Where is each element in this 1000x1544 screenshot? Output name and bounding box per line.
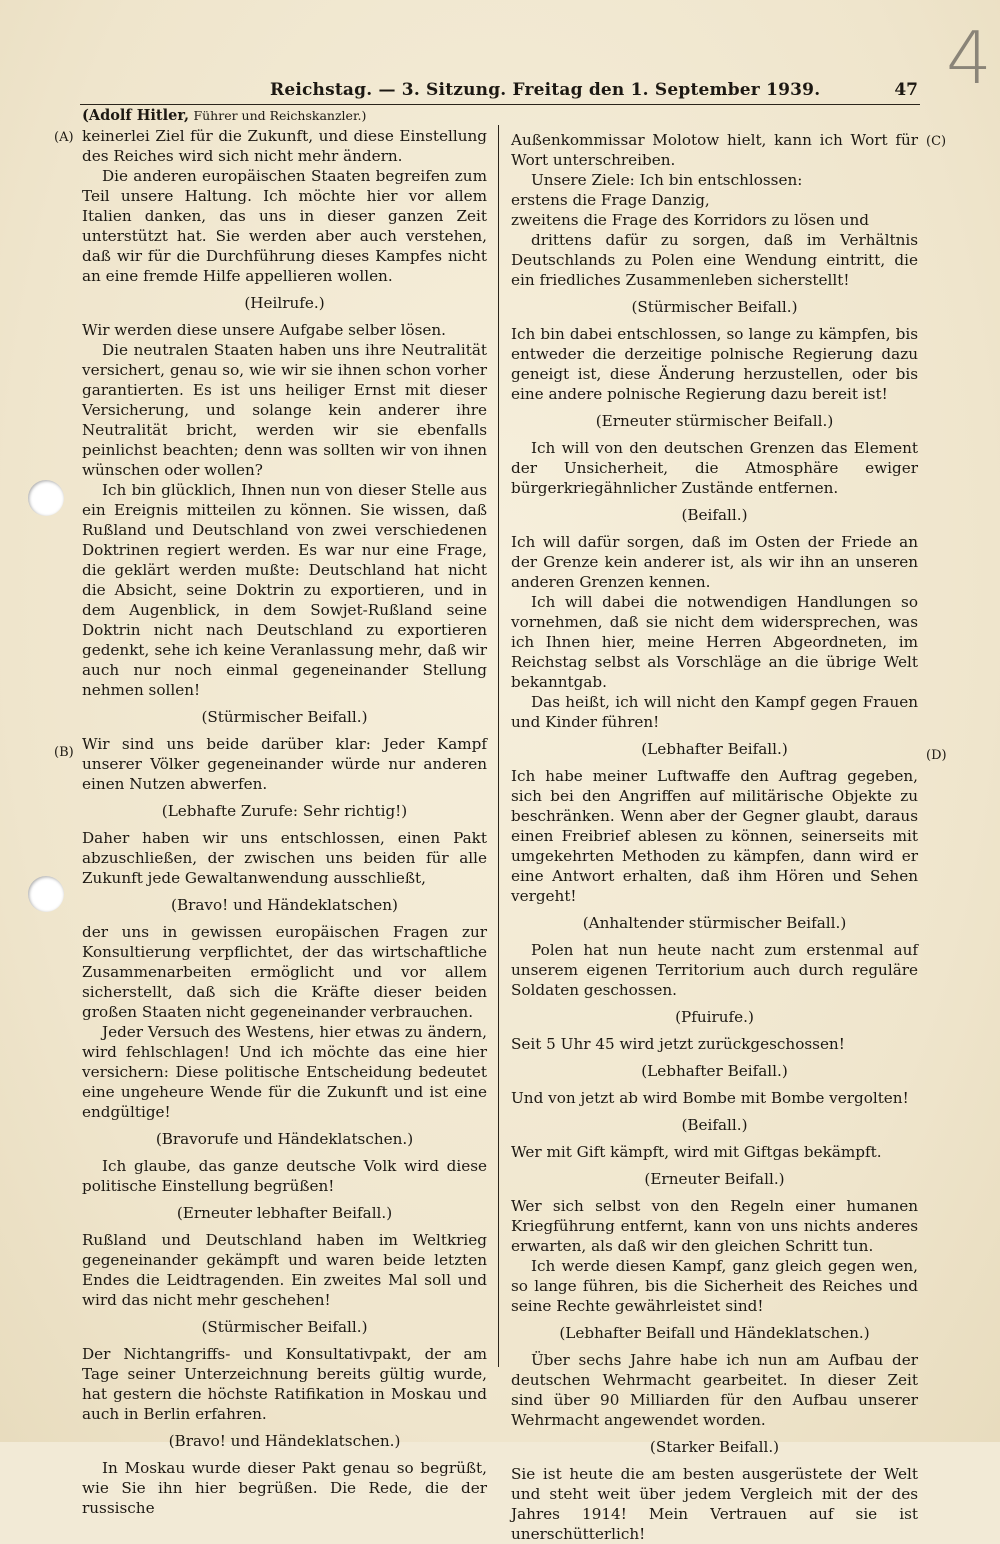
right-column (511, 130, 918, 1544)
paragraph: Wer mit Gift kämpft, wird mit Giftgas bekämpft. (511, 1143, 882, 1161)
paragraph: Sie ist heute die am besten ausgerüstete der Welt und steht weit über jedem Vergleich mit der des Jahres 1914! Mein Vertrauen auf sie ist unerschütterlich! (511, 1465, 918, 1543)
paragraph: der uns in gewissen europäischen Fragen zur Konsultierung verpflichtet, der das wirtschaftliche Zusammenarbeiten ermöglicht und vor allem sicherstellt, daß sich die Kräfte dieser beiden großen Staaten nicht gegeneinander verbrauchen. (82, 923, 487, 1021)
paragraph: Polen hat nun heute nacht zum erstenmal auf unserem eigenen Territorium auch durch reguläre Soldaten geschossen. (511, 941, 918, 999)
interjection: (Erneuter stürmischer Beifall.) (595, 412, 834, 430)
interjection: (Beifall.) (681, 1116, 748, 1134)
paragraph: zweitens die Frage des Korridors zu lösen und (511, 211, 869, 229)
interjection: (Heilrufe.) (244, 294, 325, 312)
paragraph: Ich glaube, das ganze deutsche Volk wird diese politische Einstellung begrüßen! (82, 1157, 487, 1195)
paragraph: Ich bin dabei entschlossen, so lange zu kämpfen, bis entweder die derzeitige polnische Regierung dazu geneigt ist, diese Änderung herzustellen, oder bis eine andere polnische Regierung dazu bereit ist! (511, 325, 918, 403)
interjection: (Stürmischer Beifall.) (201, 1318, 368, 1336)
paragraph: keinerlei Ziel für die Zukunft, und diese Einstellung des Reiches wird sich nicht mehr ändern. (82, 127, 487, 165)
paragraph: Ich habe meiner Luftwaffe den Auftrag gegeben, sich bei den Angriffen auf militärische Objekte zu beschränken. Wenn aber der Gegner glaubt, daraus einen Freibrief ablesen zu können, seinerseits mit umgekehrten Methoden zu kämpfen, dann wird er eine Antwort erhalten, daß ihm Hören und Sehen vergeht! (511, 767, 918, 905)
interjection: (Starker Beifall.) (649, 1438, 780, 1456)
paragraph: Wir sind uns beide darüber klar: Jeder Kampf unserer Völker gegeneinander würde nur anderen einen Nutzen abwerfen. (82, 735, 487, 793)
paragraph: Über sechs Jahre habe ich nun am Aufbau der deutschen Wehrmacht gearbeitet. In dieser Zeit sind über 90 Milliarden für den Aufbau unserer Wehrmacht angewendet worden. (511, 1351, 918, 1429)
paragraph: Ich bin glücklich, Ihnen nun von dieser Stelle aus ein Ereignis mitteilen zu können. Sie wissen, daß Rußland und Deutschland von zwei verschiedenen Doktrinen regiert werden. Es war nur eine Frage, die geklärt werden mußte: Deutschland hat nicht die Absicht, seine Doktrin zu exportieren, und in dem Augenblick, in dem Sowjet-Rußland seine Doktrin nicht nach Deutschland zu exportieren gedenkt, sehe ich keine Veranlassung mehr, daß wir auch nur noch einmal gegeneinander Stellung nehmen sollen! (82, 481, 487, 699)
paragraph: Wer sich selbst von den Regeln einer humanen Kriegführung entfernt, kann von uns nichts anderes erwarten, als daß wir den gleichen Schritt tun. (511, 1197, 918, 1255)
punch-hole (28, 876, 64, 912)
interjection: (Pfuirufe.) (675, 1008, 754, 1026)
paragraph: Das heißt, ich will nicht den Kampf gegen Frauen und Kinder führen! (511, 693, 918, 731)
margin-marker-b: (B) (54, 745, 74, 760)
interjection: (Stürmischer Beifall.) (201, 708, 368, 726)
paragraph: Seit 5 Uhr 45 wird jetzt zurückgeschossen! (511, 1035, 845, 1053)
paragraph: Ich will von den deutschen Grenzen das Element der Unsicherheit, die Atmosphäre ewiger bürgerkriegähnlicher Zustände entfernen. (511, 439, 918, 497)
column-divider (498, 125, 499, 1367)
interjection: (Bravorufe und Händeklatschen.) (155, 1130, 414, 1148)
paragraph: Unsere Ziele: Ich bin entschlossen: (531, 171, 803, 189)
paragraph: Und von jetzt ab wird Bombe mit Bombe vergolten! (511, 1089, 909, 1107)
paragraph: Ich will dabei die notwendigen Handlungen so vornehmen, daß sie nicht dem widersprechen, was ich Ihnen hier, meine Herren Abgeordneten, im Reichstag selbst als Vorschläge an die übrige Welt bekanntgab. (511, 593, 918, 691)
page-header (80, 80, 920, 105)
paragraph: Der Nichtangriffs- und Konsultativpakt, der am Tage seiner Unterzeichnung bereits gültig wurde, hat gestern die höchste Ratifikation in Moskau und auch in Berlin erfahren. (82, 1345, 487, 1423)
paragraph: drittens dafür zu sorgen, daß im Verhältnis Deutschlands zu Polen eine Wendung eintritt, die ein friedliches Zusammenleben sicherstellt! (511, 231, 918, 289)
running-head: Reichstag. — 3. Sitzung. Freitag den 1. September 1939. (270, 80, 821, 100)
right-column-body (511, 130, 918, 1544)
interjection: (Erneuter Beifall.) (644, 1170, 785, 1188)
paragraph: Die neutralen Staaten haben uns ihre Neutralität versichert, genau so, wie wir sie ihnen schon vorher garantierten. Es ist uns heiliger Ernst mit dieser Versicherung, und solange kein anderer ihre Neutralität bricht, werden wir sie ebenfalls peinlichst beachten; denn was sollten wir von ihnen wünschen oder wollen? (82, 341, 487, 479)
interjection: (Beifall.) (681, 506, 748, 524)
page-number: 47 (894, 80, 918, 100)
speaker-line (82, 106, 487, 126)
paragraph: erstens die Frage Danzig, (511, 191, 710, 209)
interjection: (Erneuter lebhafter Beifall.) (176, 1204, 393, 1222)
paragraph: Ich werde diesen Kampf, ganz gleich gegen wen, so lange führen, bis die Sicherheit des Reiches und seine Rechte gewährleistet sind! (511, 1257, 918, 1315)
speaker-name: (Adolf Hitler, (82, 107, 189, 124)
interjection: (Lebhafter Beifall und Händeklatschen.) (559, 1324, 870, 1342)
interjection: (Lebhafter Beifall.) (641, 740, 788, 758)
punch-hole (28, 480, 64, 516)
paragraph: Wir werden diese unsere Aufgabe selber lösen. (82, 321, 446, 339)
left-column-body (82, 126, 487, 1518)
paragraph: Ich will dafür sorgen, daß im Osten der Friede an der Grenze kein anderer ist, als wir ihn an unseren anderen Grenzen kennen. (511, 533, 918, 591)
pencil-page-mark: 4 (946, 16, 992, 100)
speaker-role: Führer und Reichskanzler.) (193, 108, 367, 123)
paragraph: In Moskau wurde dieser Pakt genau so begrüßt, wie Sie ihn hier begrüßen. Die Rede, die der russische (82, 1459, 487, 1517)
paragraph: Die anderen europäischen Staaten begreifen zum Teil unsere Haltung. Ich möchte hier vor allem Italien danken, das uns in dieser ganzen Zeit unterstützt hat. Sie werden aber auch verstehen, daß wir für die Durchführung dieses Kampfes nicht an eine fremde Hilfe appellieren wollen. (82, 167, 487, 285)
interjection: (Stürmischer Beifall.) (631, 298, 798, 316)
paragraph: Rußland und Deutschland haben im Weltkrieg gegeneinander gekämpft und waren beide letzten Endes die Leidtragenden. Ein zweites Mal soll und wird das nicht mehr geschehen! (82, 1231, 487, 1309)
paragraph: Daher haben wir uns entschlossen, einen Pakt abzuschließen, der zwischen uns beiden für alle Zukunft jede Gewaltanwendung ausschließt, (82, 829, 487, 887)
margin-marker-d: (D) (926, 748, 947, 763)
interjection: (Bravo! und Händeklatschen.) (168, 1432, 401, 1450)
left-column (82, 106, 487, 1518)
interjection: (Lebhafte Zurufe: Sehr richtig!) (161, 802, 408, 820)
margin-marker-c: (C) (926, 134, 947, 149)
margin-marker-a: (A) (54, 130, 74, 145)
paragraph: Jeder Versuch des Westens, hier etwas zu ändern, wird fehlschlagen! Und ich möchte das eine hier versichern: Diese politische Entscheidung bedeutet eine ungeheure Wende für die Zukunft und ist eine endgültige! (82, 1023, 487, 1121)
paragraph: Außenkommissar Molotow hielt, kann ich Wort für Wort unterschreiben. (511, 131, 918, 169)
interjection: (Bravo! und Händeklatschen) (171, 896, 398, 914)
interjection: (Anhaltender stürmischer Beifall.) (582, 914, 847, 932)
interjection: (Lebhafter Beifall.) (641, 1062, 788, 1080)
